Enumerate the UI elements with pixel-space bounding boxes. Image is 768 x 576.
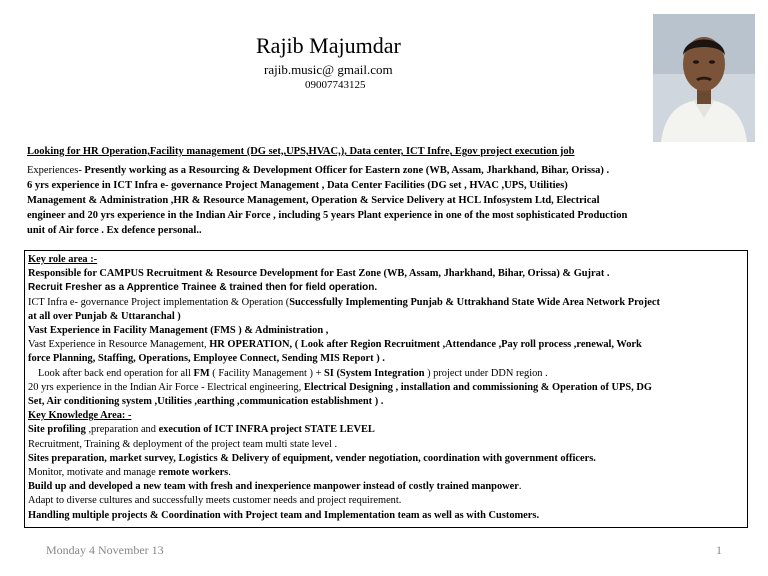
knowledge-line: Handling multiple projects & Coordination with Project team and Implementation team as well as with Customers. — [28, 509, 540, 521]
role-line — [28, 367, 747, 381]
knowledge-line: Sites preparation, market survey, Logistics & Delivery of equipment, vender negotiation, coordination with government officers. — [28, 452, 596, 464]
footer-date: Monday 4 November 13 — [46, 543, 164, 557]
key-role-heading: Key role area :- — [28, 254, 98, 265]
role-text: ) project under DDN region . — [424, 367, 548, 379]
role-text: 20 yrs experience in the Indian Air Force - Electrical engineering, — [28, 381, 304, 393]
knowledge-heading: Key Knowledge Area: - — [28, 410, 132, 422]
experience-line — [27, 163, 742, 178]
role-text-bold: SI (System Integration — [324, 367, 425, 379]
page-number: 1 — [716, 543, 722, 557]
knowledge-line — [28, 466, 747, 480]
experience-line — [27, 208, 742, 223]
experience-text: 6 yrs experience in ICT Infra e- governance Project Management , Data Center Facilities (DG set , HVAC ,UPS, Utilities) — [27, 180, 568, 191]
role-text: ICT Infra e- governance Project implementation & Operation ( — [28, 296, 290, 308]
candidate-name: Rajib Majumdar — [256, 33, 401, 58]
role-line: Vast Experience in Facility Management (FMS ) & Administration , — [28, 325, 329, 337]
knowledge-text-bold: remote workers — [158, 467, 229, 479]
experience-text: engineer and 20 yrs experience in the Indian Air Force , including 5 years Plant experience in one of the most sophisticated Production — [27, 210, 628, 221]
experience-text: unit of Air force . Ex defence personal.. — [27, 225, 202, 236]
experience-summary — [27, 163, 742, 238]
role-line: at all over Punjab & Uttaranchal ) — [28, 310, 181, 322]
knowledge-line — [28, 480, 747, 494]
knowledge-line: Adapt to diverse cultures and successfully meets customer needs and project requirement. — [28, 495, 402, 507]
role-text-bold: FM — [193, 367, 210, 379]
experience-line — [27, 223, 742, 238]
knowledge-text-bold: execution of ICT INFRA project STATE LEVEL — [158, 424, 375, 436]
role-line — [28, 381, 747, 395]
role-line: Responsible for CAMPUS Recruitment & Resource Development for East Zone (WB, Assam, Jharkhand, Bihar, Orissa) & Gujrat . — [28, 268, 610, 280]
knowledge-text: . — [518, 481, 522, 493]
experience-line — [27, 178, 742, 193]
knowledge-line — [28, 423, 747, 437]
role-text: ( Facility Management ) + — [209, 367, 325, 379]
experience-text: Management & Administration ,HR & Resource Management, Operation & Service Delivery at HCL Infosystem Ltd, Electrical — [27, 195, 600, 206]
experience-label: Experiences — [27, 165, 79, 176]
role-text-bold: Successfully Implementing Punjab & Uttrakhand State Wide Area Network Project — [289, 296, 660, 308]
role-line: Recruit Fresher as a Apprentice Trainee & trained then for field operation. — [28, 282, 378, 294]
knowledge-line: Recruitment, Training & deployment of the project team multi state level . — [28, 438, 338, 450]
role-line: Set, Air conditioning system ,Utilities ,earthing ,communication establishment ) . — [28, 396, 384, 408]
knowledge-text: Monitor, motivate and manage — [28, 467, 159, 479]
role-line — [28, 296, 747, 310]
knowledge-text: . — [228, 467, 231, 479]
email-address: rajib.music@ gmail.com — [264, 62, 393, 77]
role-text-bold: HR OPERATION, ( Look after Region Recruitment ,Attendance ,Pay roll process ,renewal, Work — [209, 339, 642, 351]
role-text-bold: Electrical Designing , installation and commissioning & Operation of UPS, DG — [303, 381, 652, 393]
knowledge-text-bold: Build up and developed a new team with fresh and inexperience manpower instead of costly trained manpower — [28, 481, 519, 493]
role-line — [28, 338, 747, 352]
key-role-box — [24, 250, 748, 528]
profile-photo — [653, 14, 755, 142]
role-text: Vast Experience in Resource Management, — [28, 339, 210, 351]
role-text: Look after back end operation for all — [38, 367, 194, 379]
phone-number: 09007743125 — [305, 79, 366, 91]
knowledge-text-bold: Site profiling — [28, 424, 86, 436]
experience-line — [27, 193, 742, 208]
role-line: force Planning, Staffing, Operations, Employee Connect, Sending MIS Report ) . — [28, 353, 385, 365]
job-objective: Looking for HR Operation,Facility management (DG set,,UPS,HVAC,), Data center, ICT Infre, Egov project execution job — [27, 146, 575, 157]
knowledge-text: ,preparation and — [85, 424, 159, 436]
current-role: - Presently working as a Resourcing & Development Officer for Eastern zone (WB, Assam, Jharkhand, Bihar, Orissa) . — [78, 165, 610, 176]
